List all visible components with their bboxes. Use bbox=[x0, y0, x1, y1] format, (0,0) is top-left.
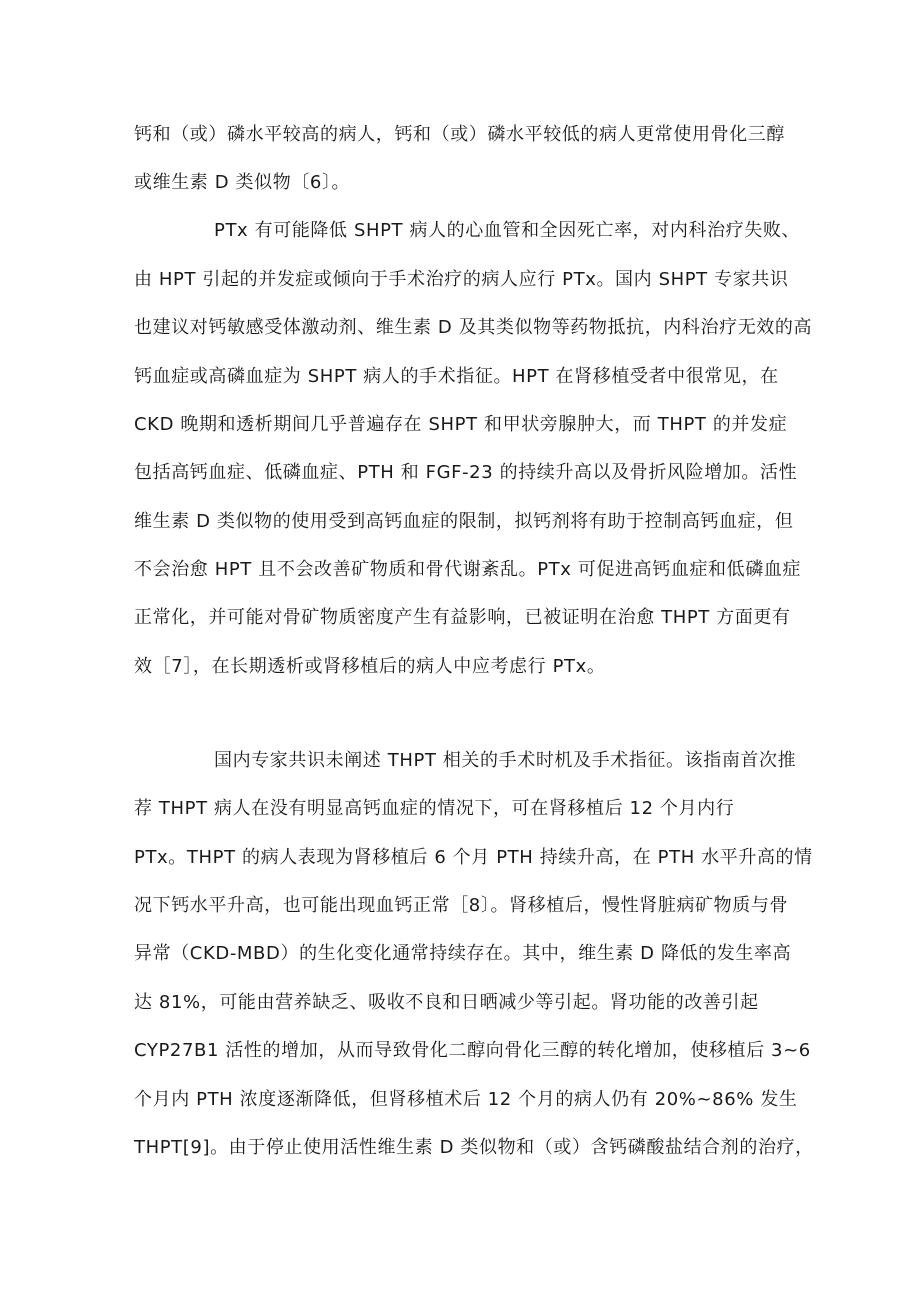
text-line: PTx 有可能降低 SHPT 病人的心血管和全因死亡率，对内科治疗失败、 bbox=[214, 220, 801, 241]
text-line: 钙和（或）磷水平较高的病人，钙和（或）磷水平较低的病人更常使用骨化三醇 bbox=[134, 124, 785, 145]
text-line: 效［7］，在长期透析或肾移植后的病人中应考虑行 PTx。 bbox=[134, 656, 606, 677]
text-line: THPT[9]。由于停止使用活性维生素 D 类似物和（或）含钙磷酸盐结合剂的治疗， bbox=[134, 1137, 814, 1158]
text-line: 维生素 D 类似物的使用受到高钙血症的限制，拟钙剂将有助于控制高钙血症，但 bbox=[134, 511, 794, 532]
text-line: 由 HPT 引起的并发症或倾向于手术治疗的病人应行 PTx。国内 SHPT 专家共识 bbox=[134, 269, 789, 290]
text-line: PTx。THPT 的病人表现为肾移植后 6 个月 PTH 持续升高，在 PTH 水平升高的情 bbox=[134, 847, 813, 868]
text-line: 不会治愈 HPT 且不会改善矿物质和骨代谢紊乱。PTx 可促进高钙血症和低磷血症 bbox=[134, 559, 802, 580]
text-line: 荐 THPT 病人在没有明显高钙血症的情况下，可在肾移植后 12 个月内行 bbox=[134, 798, 735, 819]
text-line: CYP27B1 活性的增加，从而导致骨化二醇向骨化三醇的转化增加，使移植后 3~6 bbox=[134, 1040, 811, 1061]
text-line: CKD 晚期和透析期间几乎普遍存在 SHPT 和甲状旁腺肿大，而 THPT 的并发症 bbox=[134, 414, 788, 435]
text-line: 况下钙水平升高，也可能出现血钙正常［8〕。肾移植后，慢性肾脏病矿物质与骨 bbox=[134, 895, 789, 916]
text-line: 包括高钙血症、低磷血症、PTH 和 FGF-23 的持续升高以及骨折风险增加。活性 bbox=[134, 462, 798, 483]
text-line: 也建议对钙敏感受体激动剂、维生素 D 及其类似物等药物抵抗，内科治疗无效的高 bbox=[134, 317, 813, 338]
text-line: 钙血症或高磷血症为 SHPT 病人的手术指征。HPT 在肾移植受者中很常见，在 bbox=[134, 366, 779, 387]
text-line: 达 81%，可能由营养缺乏、吸收不良和日晒减少等引起。肾功能的改善引起 bbox=[134, 992, 759, 1013]
text-line: 正常化，并可能对骨矿物质密度产生有益影响，已被证明在治愈 THPT 方面更有 bbox=[134, 607, 791, 628]
text-line: 个月内 PTH 浓度逐渐降低，但肾移植术后 12 个月的病人仍有 20%~86% 发生 bbox=[134, 1089, 798, 1110]
text-line: 或维生素 D 类似物〔6〕。 bbox=[134, 172, 351, 193]
text-line: 国内专家共识未阐述 THPT 相关的手术时机及手术指征。该指南首次推 bbox=[214, 750, 797, 771]
text-line: 异常（CKD-MBD）的生化变化通常持续存在。其中，维生素 D 降低的发生率高 bbox=[134, 943, 792, 964]
